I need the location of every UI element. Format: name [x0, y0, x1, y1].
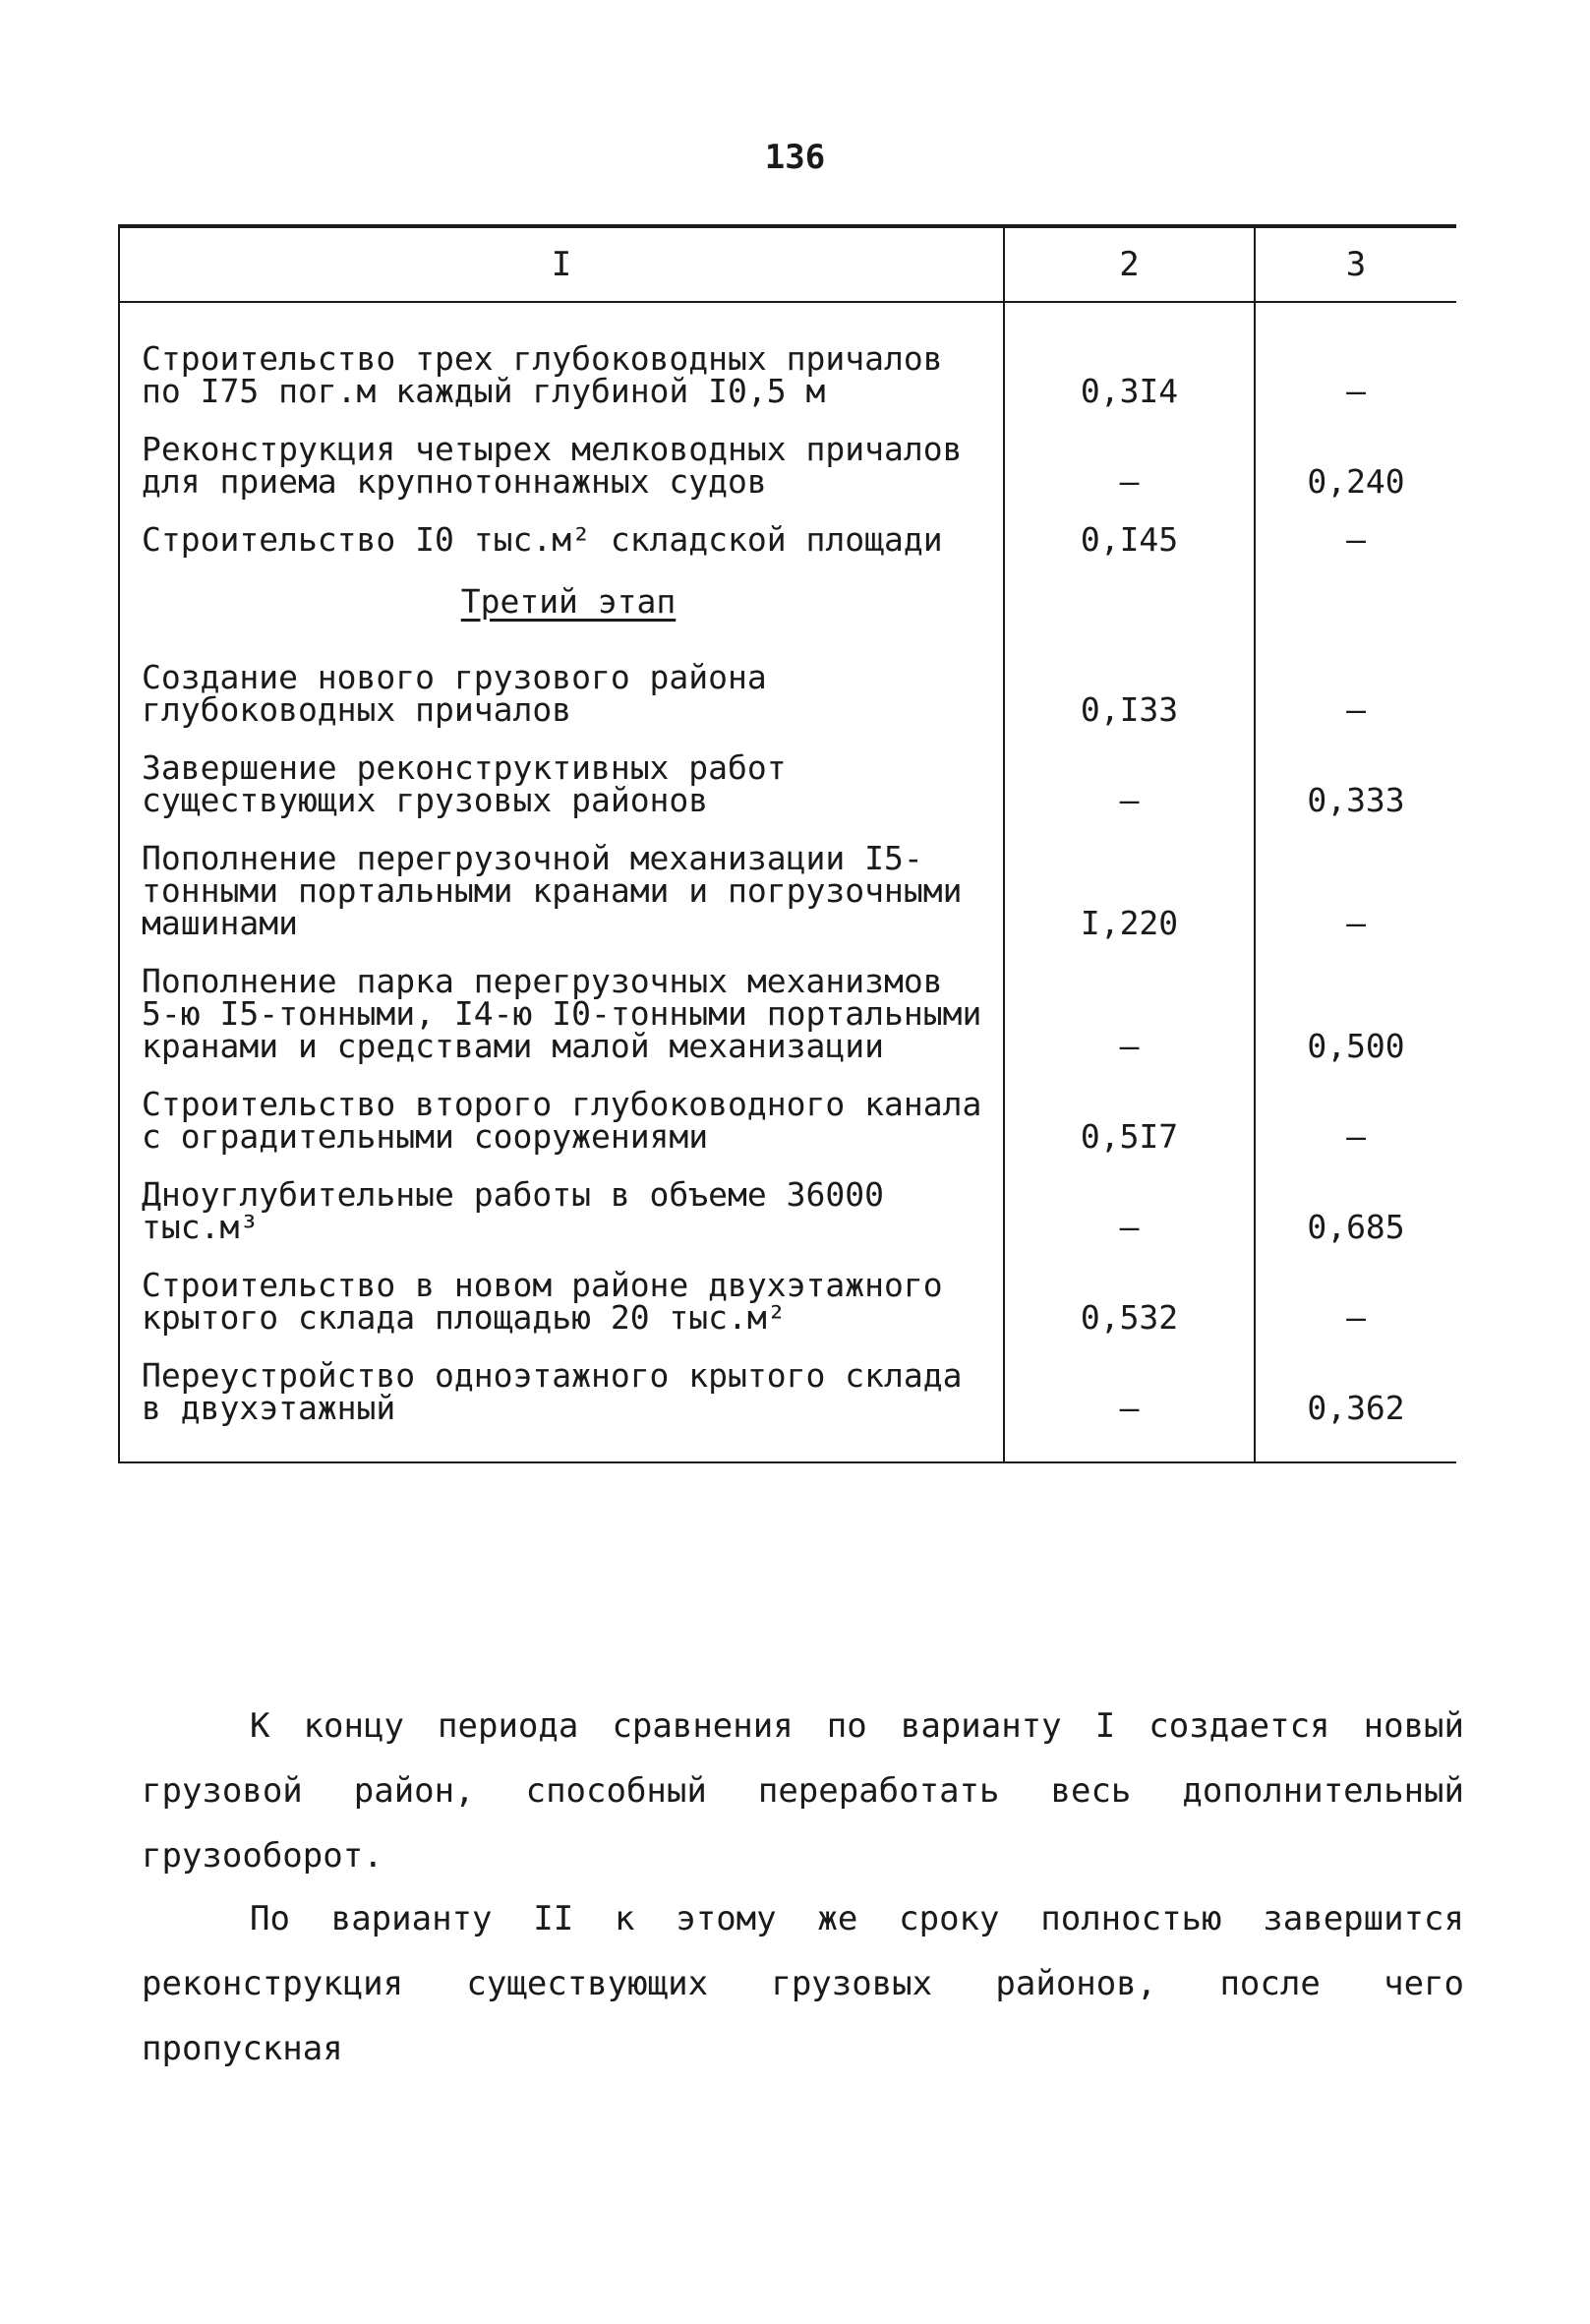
row-description: Реконструкция четырех мелководных причалов для приема крупнотоннажных судов — [142, 430, 963, 501]
table-row — [119, 730, 1456, 820]
row-description: Дноуглубительные работы в объеме 36000 тыс.м³ — [142, 1175, 884, 1246]
row-value-col2: – — [1004, 730, 1255, 820]
table-row — [119, 820, 1456, 943]
row-value-col3: 0,333 — [1307, 781, 1405, 819]
row-description: Переустройство одноэтажного крытого склада в двухэтажный — [142, 1356, 963, 1427]
row-value-col3: – — [1346, 690, 1366, 729]
column-header-3: 3 — [1255, 226, 1456, 302]
row-value-col2: – — [1004, 411, 1255, 502]
stage-title: Третий этап — [460, 582, 677, 621]
row-value-col2: I,220 — [1004, 820, 1255, 943]
table-row — [119, 1066, 1456, 1157]
row-description: Пополнение парка перегрузочных механизмов 5-ю I5-тонными, I4-ю I0-тонными портальными кранами и средствами малой механизации — [142, 962, 982, 1065]
table-row — [119, 1157, 1456, 1247]
row-value-col2: – — [1004, 1157, 1255, 1247]
row-description: Строительство второго глубоководного канала с оградительными сооружениями — [142, 1085, 982, 1156]
row-value-col2: 0,3I4 — [1004, 302, 1255, 411]
table-row — [119, 639, 1456, 730]
page-number: 136 — [764, 138, 826, 177]
row-value-col3: – — [1346, 1117, 1366, 1156]
row-value-col3: 0,362 — [1255, 1338, 1456, 1462]
row-value-col2: – — [1004, 943, 1255, 1066]
row-value-col3: – — [1346, 1298, 1366, 1337]
row-description: Создание нового грузового района глубоководных причалов — [142, 658, 767, 729]
row-value-col3: 0,240 — [1307, 462, 1405, 501]
row-description: Строительство трех глубоководных причалов по I75 пог.м каждый глубиной I0,5 м — [142, 339, 943, 410]
row-value-col3: – — [1346, 520, 1366, 559]
row-value-col3: – — [1346, 372, 1366, 410]
row-description: Строительство I0 тыс.м² складской площади — [142, 520, 943, 559]
table-row — [119, 1338, 1456, 1462]
row-value-col2: 0,I45 — [1004, 502, 1255, 560]
row-description: Пополнение перегрузочной механизации I5-тонными портальными кранами и погрузочными машинами — [142, 839, 963, 942]
row-description: Завершение реконструктивных работ существующих грузовых районов — [142, 748, 787, 819]
body-paragraph: По варианту II к этому же сроку полностью завершится реконструкция существующих грузовых районов, после чего пропускная — [142, 1899, 1464, 2068]
stage-heading-row — [119, 560, 1456, 639]
row-value-col2: 0,532 — [1004, 1247, 1255, 1338]
table-row — [119, 502, 1456, 560]
row-value-col3: – — [1346, 904, 1366, 942]
row-description: Строительство в новом районе двухэтажного крытого склада площадью 20 тыс.м² — [142, 1266, 943, 1337]
row-value-col3: 0,500 — [1307, 1027, 1405, 1065]
row-value-col2: 0,I33 — [1004, 639, 1255, 730]
body-paragraph: К концу периода сравнения по варианту I создается новый грузовой район, способный переработать весь дополнительный грузооборот. — [142, 1706, 1464, 1876]
table-row — [119, 943, 1456, 1066]
table-row — [119, 411, 1456, 502]
table-row — [119, 1247, 1456, 1338]
row-value-col3: 0,685 — [1307, 1208, 1405, 1246]
cost-table — [118, 224, 1456, 1463]
row-value-col2: – — [1004, 1338, 1255, 1462]
row-value-col2: 0,5I7 — [1004, 1066, 1255, 1157]
column-header-1: I — [119, 226, 1004, 302]
column-header-2: 2 — [1004, 226, 1255, 302]
table-header-row — [119, 226, 1456, 302]
table-row — [119, 302, 1456, 411]
